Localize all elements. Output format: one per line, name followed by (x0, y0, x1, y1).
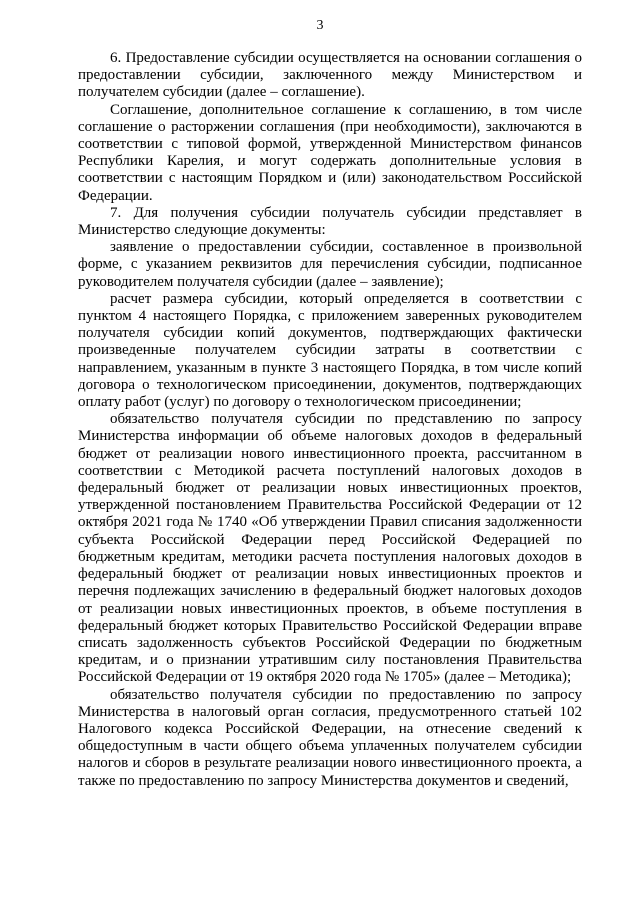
page-number: 3 (316, 18, 324, 33)
paragraph-7: 7. Для получения субсидии получатель субсидии представляет в Министерство следующие документы: (78, 204, 582, 239)
paragraph-obligation-info: обязательство получателя субсидии по представлению по запросу Министерства информации об объеме налоговых доходов в федеральный бюджет от реализации нового инвестиционного проекта, рассчитанном в соответствии с Методикой расчета поступлений налоговых доходов в федеральный бюджет от реализации новых инвестиционных проектов, утвержденной постановлением Правительства Российской Федерации от 12 октября 2021 года № 1740 «Об утверждении Правил списания задолженности субъекта Российской Федерации перед Российской Федерацией по бюджетным кредитам, методики расчета поступления налоговых доходов в федеральный бюджет от реализации новых инвестиционных проектов и перечня подлежащих зачислению в федеральный бюджет налоговых доходов от реализации новых инвестиционных проектов, в объеме поступления в федеральный бюджет которых Правительство Российской Федерации вправе списать задолженность субъектов Российской Федерации по бюджетным кредитам, и о признании утратившим силу постановления Правительства Российской Федерации от 19 октября 2020 года № 1705» (далее – Методика); (78, 411, 582, 686)
paragraph-calculation: расчет размера субсидии, который определяется в соответствии с пунктом 4 настоящего Порядка, с приложением заверенных руководителем получателя субсидии копий документов, подтверждающих фактически произведенные получателем субсидии затраты в соответствии с направлением, указанным в пункте 3 настоящего Порядка, в том числе копий договора о технологическом присоединении, документов, подтверждающих оплату работ (услуг) по договору о технологическом присоединении; (78, 290, 582, 411)
paragraph-agreement: Соглашение, дополнительное соглашение к соглашению, в том числе соглашение о расторжении соглашения (при необходимости), заключаются в соответствии с типовой формой, утвержденной Министерством финансов Республики Карелия, и могут содержать дополнительные условия в соответствии с настоящим Порядком и (или) законодательством Российской Федерации. (78, 101, 582, 204)
document-body (78, 50, 582, 790)
paragraph-application: заявление о предоставлении субсидии, составленное в произвольной форме, с указанием реквизитов для перечисления субсидии, подписанное руководителем получателя субсидии (далее – заявление); (78, 239, 582, 290)
paragraph-6: 6. Предоставление субсидии осуществляется на основании соглашения о предоставлении субсидии, заключенного между Министерством и получателем субсидии (далее – соглашение). (78, 50, 582, 101)
paragraph-obligation-consent: обязательство получателя субсидии по предоставлению по запросу Министерства в налоговый орган согласия, предусмотренного статьей 102 Налогового кодекса Российской Федерации, на отнесение сведений к общедоступным в части общего объема уплаченных получателем субсидии налогов и сборов в результате реализации нового инвестиционного проекта, а также по предоставлению по запросу Министерства документов и сведений, (78, 686, 582, 789)
